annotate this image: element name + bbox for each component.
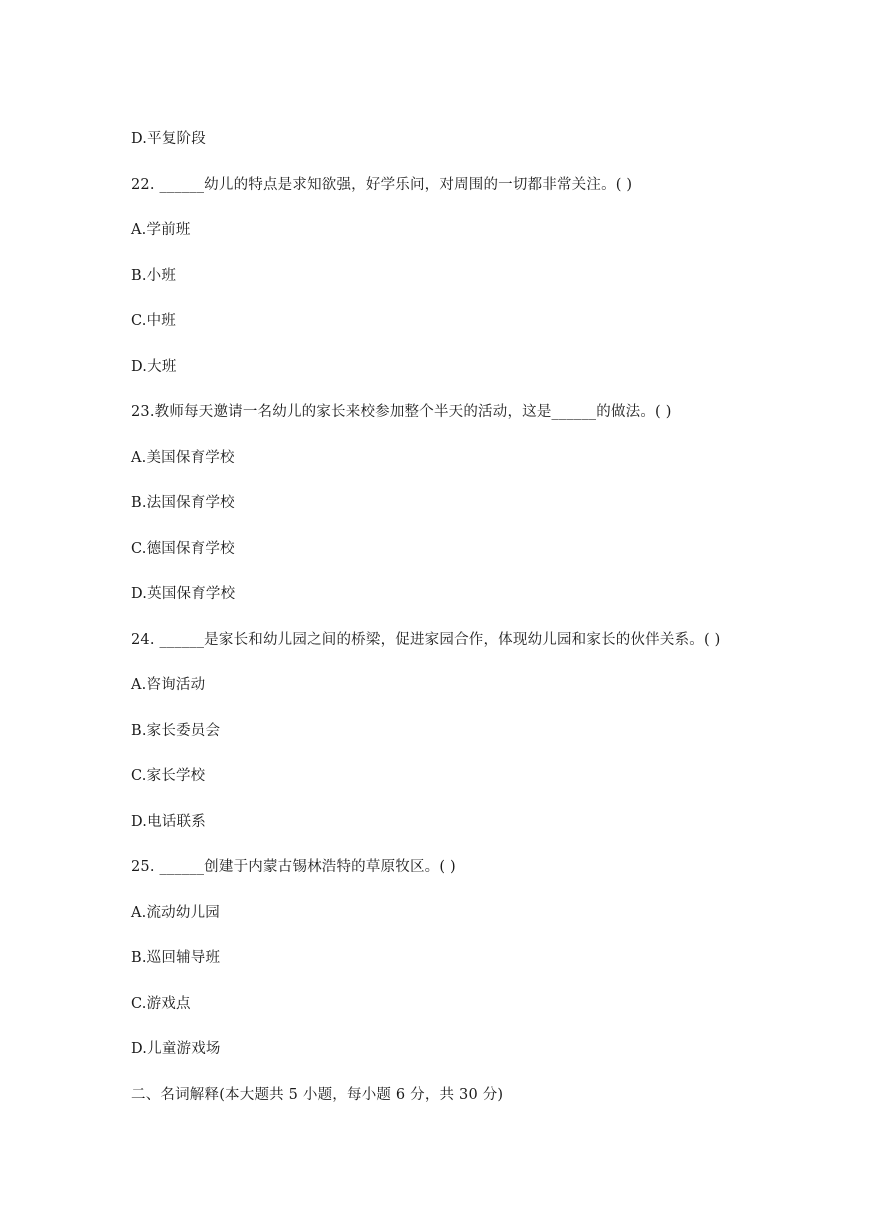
q24-option-d: D.电话联系 — [131, 814, 206, 830]
section-heading-term-definitions: 二、名词解释(本大题共 5 小题，每小题 6 分，共 30 分) — [131, 1087, 504, 1103]
q22-option-d: D.大班 — [131, 359, 177, 375]
q23-option-d: D.英国保育学校 — [131, 586, 236, 602]
q22-option-b: B.小班 — [131, 268, 177, 284]
q24-option-c: C.家长学校 — [131, 768, 206, 784]
q23-option-a: A.美国保育学校 — [131, 450, 235, 466]
q21-option-d: D.平复阶段 — [131, 131, 206, 147]
q23-option-c: C.德国保育学校 — [131, 541, 235, 557]
q25-option-d: D.儿童游戏场 — [131, 1041, 221, 1057]
q23-stem: 23.教师每天邀请一名幼儿的家长来校参加整个半天的活动，这是______的做法。( ) — [131, 404, 672, 420]
q23-option-b: B.法国保育学校 — [131, 495, 235, 511]
q24-stem: 24. ______是家长和幼儿园之间的桥梁，促进家园合作，体现幼儿园和家长的伙伴关系。( ) — [131, 632, 721, 648]
q22-option-c: C.中班 — [131, 313, 176, 329]
q22-option-a: A.学前班 — [131, 222, 191, 238]
q25-stem: 25. ______创建于内蒙古锡林浩特的草原牧区。( ) — [131, 859, 456, 875]
q24-option-b: B.家长委员会 — [131, 723, 221, 739]
q25-option-b: B.巡回辅导班 — [131, 950, 221, 966]
q22-stem: 22. ______幼儿的特点是求知欲强，好学乐问，对周围的一切都非常关注。( ) — [131, 177, 633, 193]
q25-option-a: A.流动幼儿园 — [131, 905, 220, 921]
q25-option-c: C.游戏点 — [131, 996, 191, 1012]
q24-option-a: A.咨询活动 — [131, 677, 206, 693]
